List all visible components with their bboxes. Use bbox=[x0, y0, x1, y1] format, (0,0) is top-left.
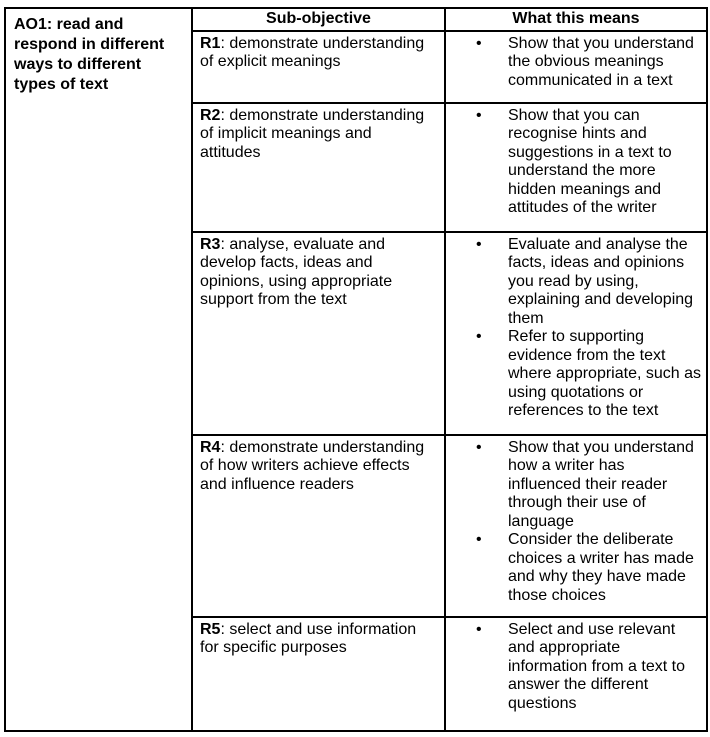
means-bullet-list bbox=[446, 439, 701, 606]
sub-objective-description: : analyse, evaluate and develop facts, ideas and opinions, using appropriate support from the text bbox=[200, 235, 393, 309]
means-bullet-item: • Select and use relevant and appropriate information from a text to answer the different questions bbox=[446, 621, 701, 714]
means-bullet-list bbox=[446, 107, 701, 218]
sub-objective-cell bbox=[192, 103, 445, 232]
means-bullet-item: • Consider the deliberate choices a writer has made and why they have made those choices bbox=[446, 531, 701, 605]
assessment-objective-label: AO1: read and respond in different ways to different types of text bbox=[14, 16, 165, 93]
means-bullet-item: • Show that you understand the obvious meanings communicated in a text bbox=[446, 35, 701, 91]
means-bullet-list bbox=[446, 621, 701, 714]
assessment-objectives-table bbox=[4, 7, 708, 732]
what-this-means-cell bbox=[445, 435, 707, 617]
what-this-means-cell bbox=[445, 232, 707, 435]
sub-objective-description: : demonstrate understanding of how writers achieve effects and influence readers bbox=[200, 438, 425, 493]
column-header-what-this-means: What this means bbox=[445, 8, 707, 31]
what-this-means-cell bbox=[445, 617, 707, 731]
sub-objective-cell bbox=[192, 31, 445, 103]
sub-objective-description: : demonstrate understanding of explicit meanings bbox=[200, 34, 425, 71]
header-row bbox=[5, 8, 707, 31]
assessment-objective-cell bbox=[5, 8, 192, 731]
means-bullet-list bbox=[446, 236, 701, 421]
sub-objective-code: R1 bbox=[200, 34, 221, 52]
means-bullet-item: • Show that you understand how a writer has influenced their reader through their use of language bbox=[446, 439, 701, 532]
what-this-means-cell bbox=[445, 103, 707, 232]
sub-objective-cell bbox=[192, 232, 445, 435]
sub-objective-code: R3 bbox=[200, 235, 221, 253]
sub-objective-code: R4 bbox=[200, 438, 221, 456]
column-header-sub-objective: Sub-objective bbox=[192, 8, 445, 31]
means-bullet-item: • Evaluate and analyse the facts, ideas and opinions you read by using, explaining and developing them bbox=[446, 236, 701, 329]
what-this-means-cell bbox=[445, 31, 707, 103]
sub-objective-code: R2 bbox=[200, 106, 221, 124]
means-bullet-item: • Show that you can recognise hints and suggestions in a text to understand the more hidden meanings and attitudes of the writer bbox=[446, 107, 701, 218]
means-bullet-item: • Refer to supporting evidence from the text where appropriate, such as using quotations or references to the text bbox=[446, 328, 701, 421]
means-bullet-list bbox=[446, 35, 701, 91]
sub-objective-description: : select and use information for specific purposes bbox=[200, 620, 417, 657]
sub-objective-cell bbox=[192, 617, 445, 731]
sub-objective-code: R5 bbox=[200, 620, 221, 638]
sub-objective-cell bbox=[192, 435, 445, 617]
sub-objective-description: : demonstrate understanding of implicit meanings and attitudes bbox=[200, 106, 425, 161]
